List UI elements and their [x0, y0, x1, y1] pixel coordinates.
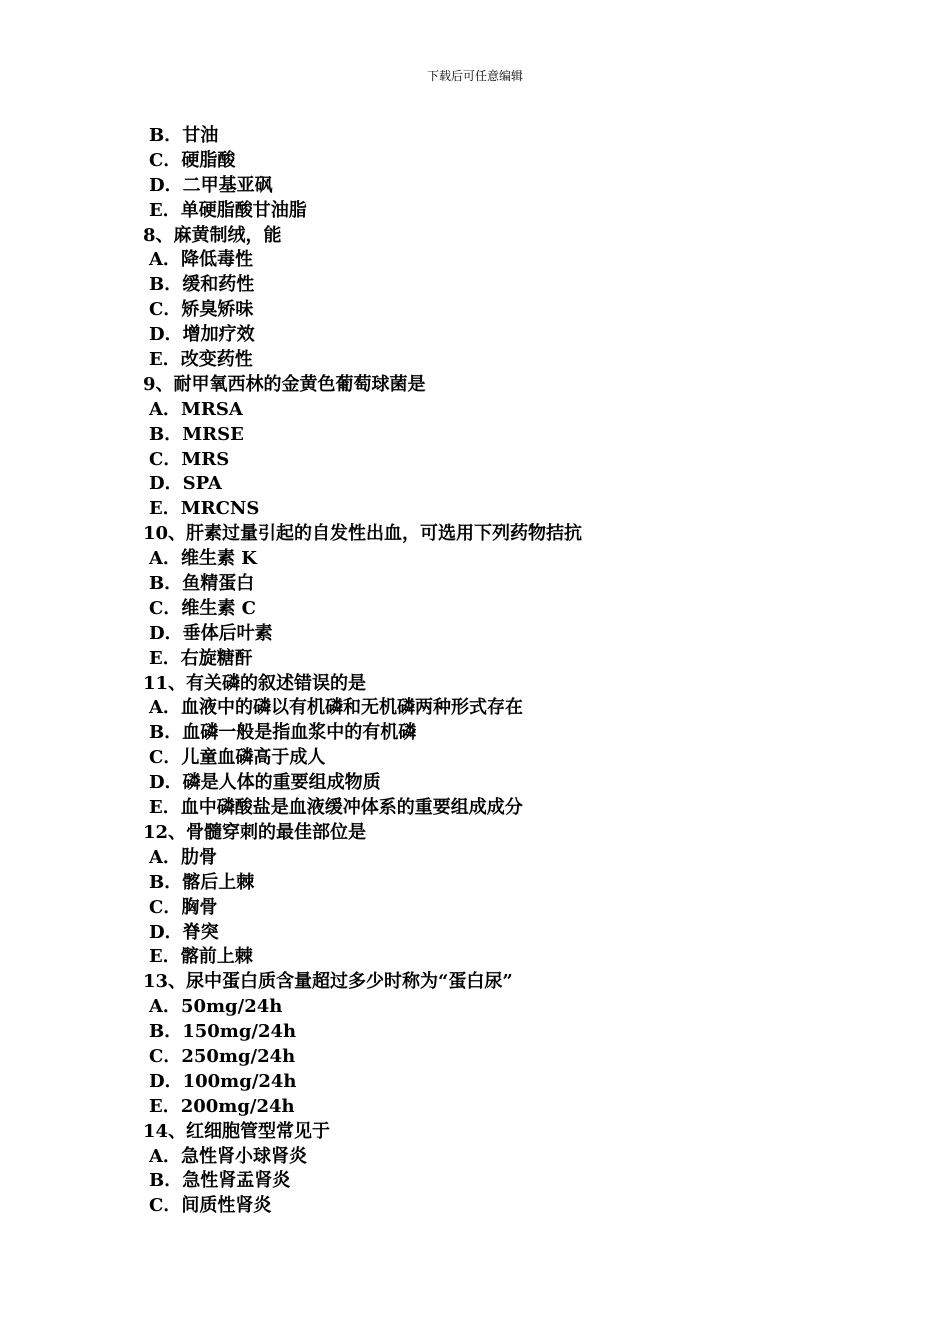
answer-option: B．血磷一般是指血浆中的有机磷 — [149, 722, 417, 744]
answer-option: B．150mg/24h — [149, 1021, 297, 1043]
answer-option: E．200mg/24h — [149, 1095, 295, 1117]
answer-option: A．急性肾小球肾炎 — [149, 1145, 307, 1167]
answer-option: C．矫臭矫味 — [149, 299, 254, 321]
answer-option: C．维生素 C — [149, 597, 256, 619]
answer-option: B．髂后上棘 — [149, 871, 255, 893]
answer-option: C．MRS — [149, 448, 230, 470]
answer-option: D．100mg/24h — [149, 1070, 297, 1092]
answer-option: B．急性肾盂肾炎 — [149, 1170, 291, 1192]
answer-option: D．脊突 — [149, 921, 219, 943]
answer-option: E．血中磷酸盐是血液缓冲体系的重要组成成分 — [149, 797, 523, 819]
answer-option: E．改变药性 — [149, 349, 253, 371]
answer-option: D．垂体后叶素 — [149, 622, 273, 644]
question-text: 9、耐甲氧西林的金黄色葡萄球菌是 — [143, 373, 426, 395]
answer-option: D．二甲基亚砜 — [149, 174, 273, 196]
question-text: 10、肝素过量引起的自发性出血，可选用下列药物拮抗 — [143, 523, 583, 545]
answer-option: B．甘油 — [149, 125, 219, 146]
document-body — [143, 124, 843, 1219]
answer-option: D．磷是人体的重要组成物质 — [149, 772, 381, 794]
answer-option: D．SPA — [149, 473, 222, 495]
answer-option: E．单硬脂酸甘油脂 — [149, 199, 307, 221]
answer-option: C．胸骨 — [149, 896, 218, 918]
answer-option: E．MRCNS — [149, 498, 260, 520]
answer-option: C．儿童血磷高于成人 — [149, 747, 326, 769]
answer-option: A．肋骨 — [149, 846, 217, 868]
answer-option: A．50mg/24h — [149, 996, 283, 1018]
answer-option: E．右旋糖酐 — [149, 647, 253, 669]
answer-option: B．MRSE — [149, 423, 244, 445]
question-text: 8、麻黄制绒，能 — [143, 224, 282, 246]
answer-option: A．降低毒性 — [149, 249, 253, 271]
answer-option: D．增加疗效 — [149, 324, 255, 346]
answer-option: C．间质性肾炎 — [149, 1195, 272, 1217]
question-text: 12、骨髓穿刺的最佳部位是 — [143, 821, 367, 843]
answer-option: C．250mg/24h — [149, 1045, 296, 1067]
answer-option: E．髂前上棘 — [149, 946, 253, 968]
question-text: 13、尿中蛋白质含量超过多少时称为“蛋白尿” — [143, 971, 513, 993]
answer-option: B．缓和药性 — [149, 274, 255, 296]
question-text: 14、红细胞管型常见于 — [143, 1120, 331, 1142]
answer-option: A．MRSA — [149, 398, 243, 420]
answer-option: B．鱼精蛋白 — [149, 573, 255, 595]
answer-option: C．硬脂酸 — [149, 149, 236, 171]
answer-option: A．维生素 K — [149, 548, 257, 570]
question-text: 11、有关磷的叙述错误的是 — [143, 672, 367, 694]
answer-option: A．血液中的磷以有机磷和无机磷两种形式存在 — [149, 697, 523, 719]
page-header: 下载后可任意编辑 — [426, 69, 523, 83]
